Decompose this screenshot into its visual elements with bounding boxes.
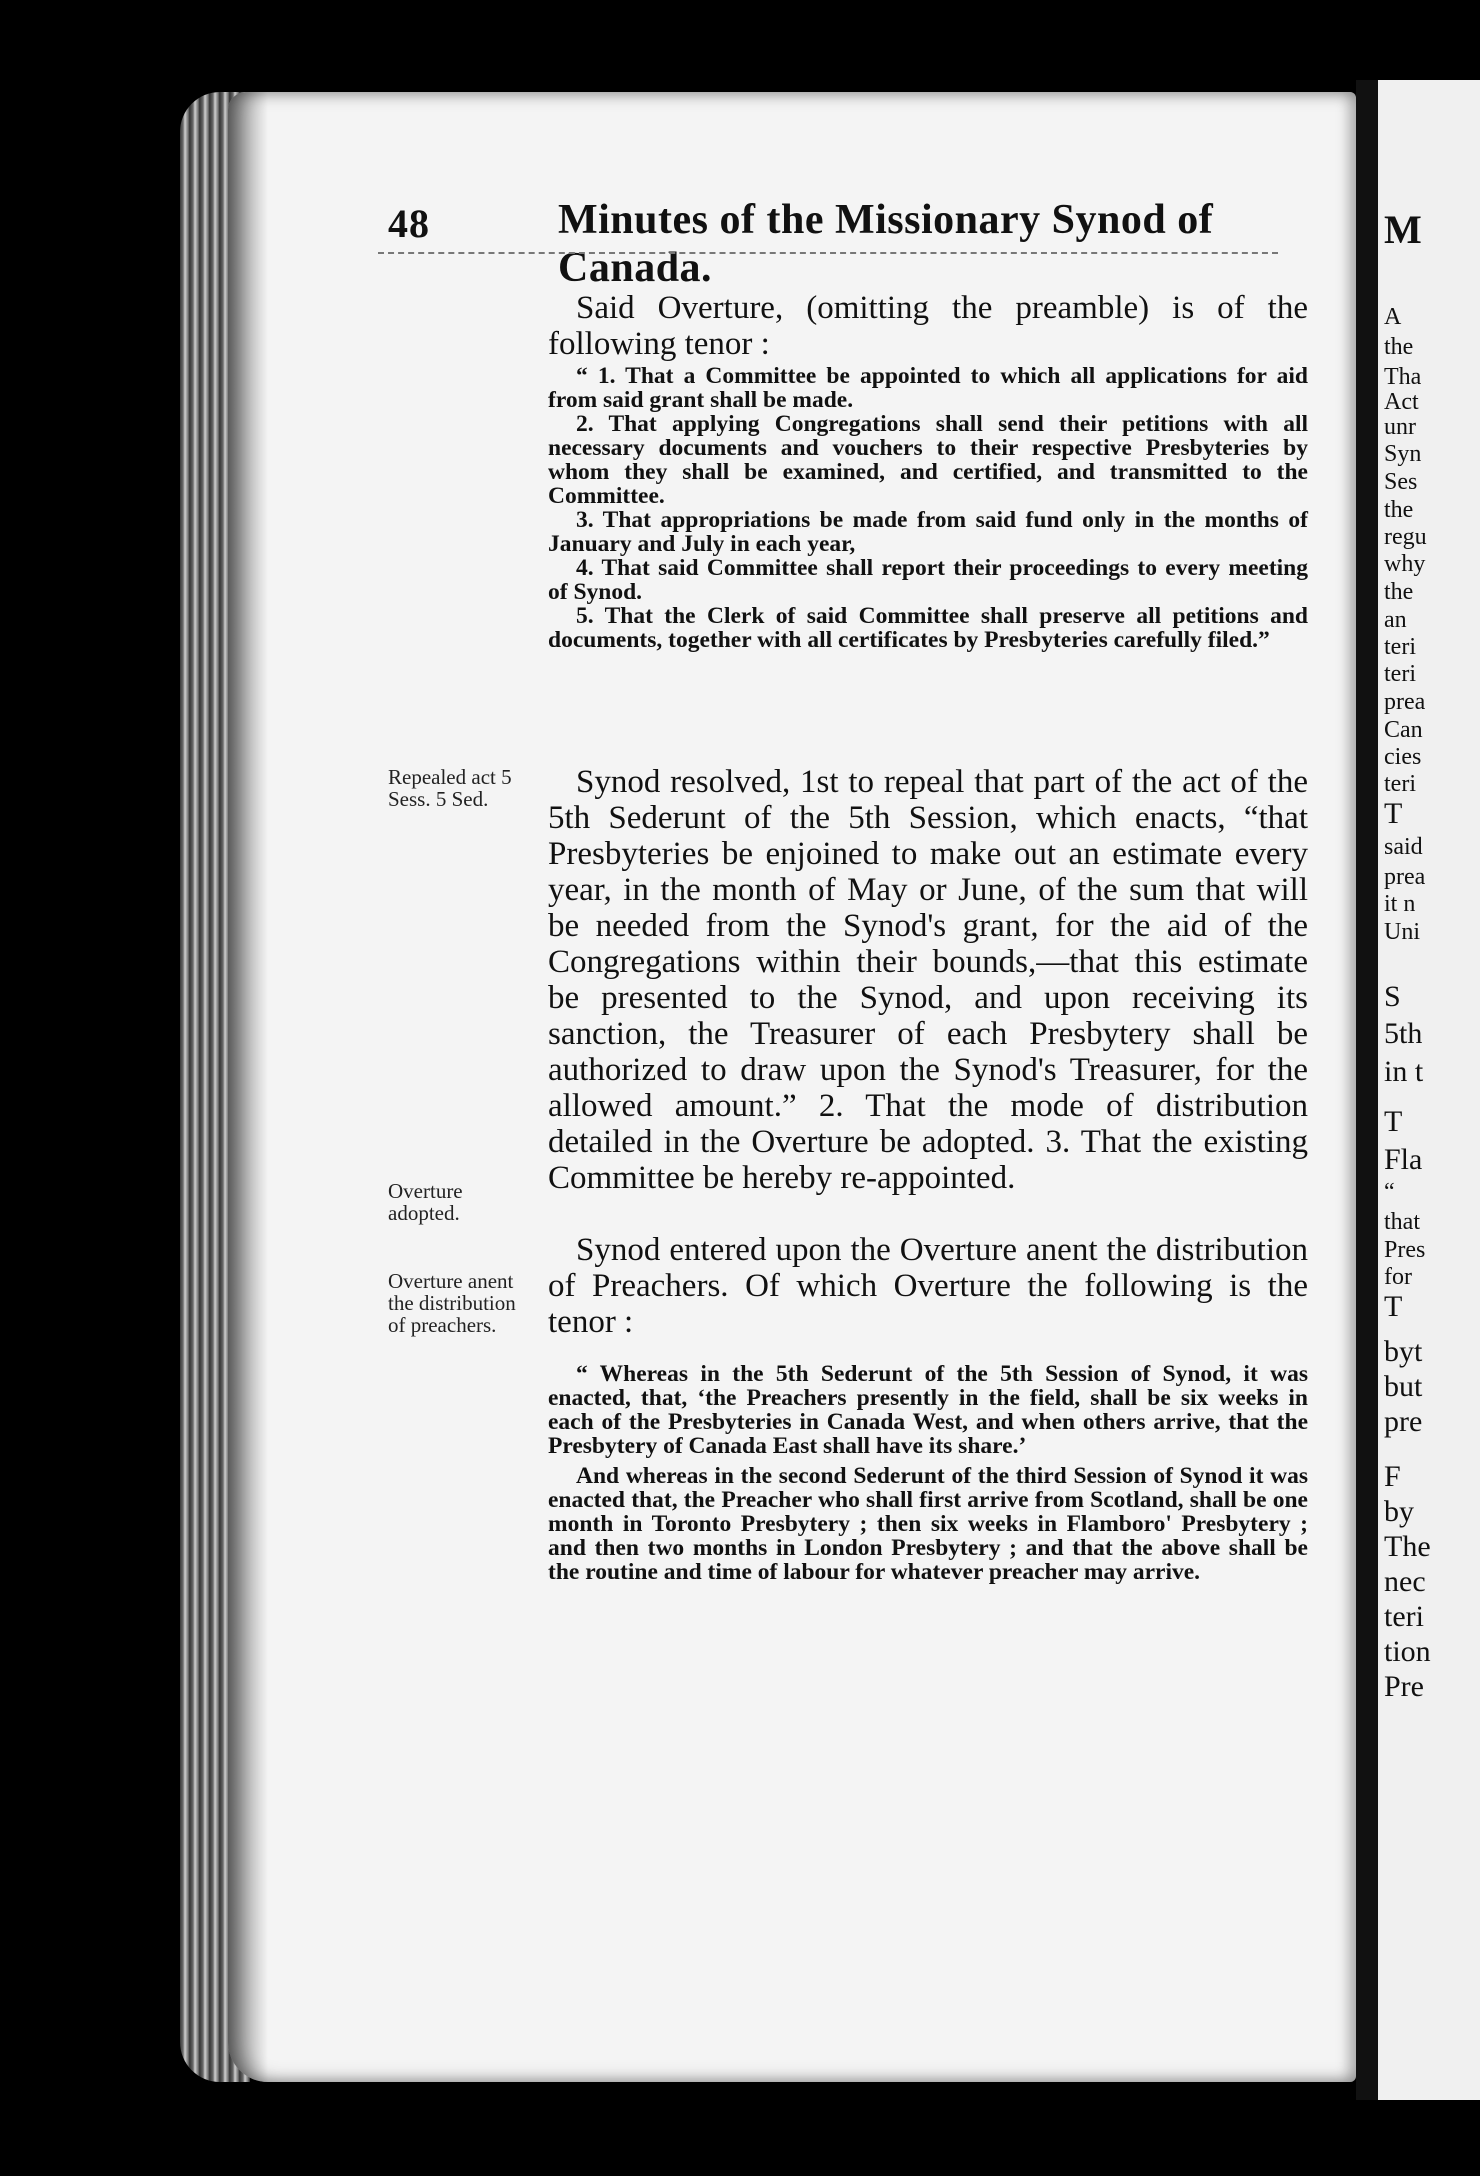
facing-fragment: S [1384, 980, 1401, 1013]
facing-fragment: said [1384, 834, 1423, 860]
facing-fragment: byt [1384, 1335, 1423, 1368]
facing-fragment: teri [1384, 1600, 1424, 1633]
margin-note-overture-adopted: Overture adopted. [388, 1179, 463, 1225]
overture-item-4: 4. That said Committee shall report their proceedings to every meeting of Synod. [548, 555, 1308, 605]
facing-fragment: regu [1384, 524, 1427, 550]
facing-fragment: 5th [1384, 1017, 1423, 1050]
facing-fragment: T [1384, 1105, 1403, 1138]
intro-paragraph [548, 290, 1308, 362]
second-overture-text: Synod entered upon the Overture anent the distribution of Preachers. Of which Overture the following is the tenor : [548, 1232, 1308, 1340]
overture-item-5: 5. That the Clerk of said Committee shall preserve all petitions and documents, together with all certificates by Presbyteries carefully filed.” [548, 603, 1308, 653]
facing-fragment: Act [1384, 389, 1419, 415]
book-gutter [1356, 80, 1378, 2100]
facing-fragment: “ [1384, 1179, 1395, 1205]
facing-fragment: why [1384, 551, 1426, 577]
facing-fragment: an [1384, 607, 1407, 633]
facing-fragment: that [1384, 1209, 1420, 1235]
running-head: Minutes of the Missionary Synod of Canada. [558, 197, 1214, 291]
resolution-paragraph [548, 764, 1308, 1196]
facing-fragment: the [1384, 497, 1414, 523]
overture-item-3: 3. That appropriations be made from said fund only in the months of January and July in each year, [548, 507, 1308, 557]
facing-fragment: cies [1384, 744, 1422, 770]
facing-fragment: T [1384, 1290, 1403, 1323]
facing-fragment: the [1384, 579, 1414, 605]
facing-fragment: it n [1384, 891, 1416, 917]
facing-fragment: Syn [1384, 441, 1422, 467]
facing-fragment: in t [1384, 1055, 1424, 1088]
whereas-clauses [548, 1362, 1308, 1584]
facing-fragment: Fla [1384, 1143, 1423, 1176]
facing-fragment: but [1384, 1370, 1423, 1403]
facing-fragment: A [1384, 304, 1402, 330]
facing-fragment: Pres [1384, 1237, 1426, 1263]
book-page [228, 92, 1356, 2082]
facing-fragment: T [1384, 797, 1403, 830]
facing-fragment: the [1384, 334, 1414, 360]
facing-fragment: unr [1384, 414, 1416, 440]
facing-fragment: Uni [1384, 919, 1420, 945]
margin-note-repealed: Repealed act 5 Sess. 5 Sed. [388, 765, 512, 811]
whereas-2: And whereas in the second Sederunt of the third Session of Synod it was enacted that, the Preacher who shall first arrive from Scotland, shall be one month in Toronto Presbytery ; then six weeks in Flamboro' Presbytery ; and then two months in London Presbytery ; and that the above shall be the routine and time of labour for whatever preacher may arrive. [548, 1463, 1308, 1585]
facing-fragment: F [1384, 1460, 1401, 1493]
facing-fragment: prea [1384, 689, 1426, 715]
facing-fragment: prea [1384, 864, 1426, 890]
facing-fragment: teri [1384, 771, 1416, 797]
facing-fragment: teri [1384, 634, 1416, 660]
binding-shadow [228, 92, 268, 2082]
facing-fragment: Pre [1384, 1670, 1424, 1703]
facing-fragment: nec [1384, 1565, 1426, 1598]
facing-fragment: Tha [1384, 364, 1422, 390]
facing-page-fragment [1378, 80, 1480, 2100]
resolution-text: Synod resolved, 1st to repeal that part of the act of the 5th Sederunt of the 5th Session, which enacts, “that Presbyteries be enjoined to make out an estimate every year, in the month of May or June, of the sum that will be needed from the Synod's grant, for the aid of the Congregations within their bounds,—that this estimate be presented to the Synod, and upon receiving its sanction, the Treasurer of each Presbytery shall be authorized to draw upon the Synod's Treasurer, for the allowed amount.” 2. That the mode of distribution detailed in the Overture be adopted. 3. That the existing Committee be hereby re-appointed. [548, 764, 1308, 1196]
facing-fragment: by [1384, 1495, 1414, 1528]
overture-item-1: “ 1. That a Committee be appointed to which all applications for aid from said grant shall be made. [548, 363, 1308, 413]
page-number: 48 [388, 201, 430, 246]
facing-fragment: Ses [1384, 469, 1418, 495]
whereas-1: “ Whereas in the 5th Sederunt of the 5th Session of Synod, it was enacted, that, ‘the Preachers presently in the field, shall be six weeks in each of the Presbyteries in Canada West, and when others arrive, that the Presbytery of Canada East shall have its share.’ [548, 1361, 1308, 1459]
header-rule [378, 252, 1278, 254]
overture-list [548, 364, 1308, 652]
facing-fragment: pre [1384, 1405, 1423, 1438]
facing-fragment: M [1384, 207, 1422, 252]
overture-item-2: 2. That applying Congregations shall send their petitions with all necessary documents and vouchers to their respective Presbyteries by whom they shall be examined, and certified, and transmitted to the Committee. [548, 411, 1308, 509]
second-overture-paragraph [548, 1232, 1308, 1340]
facing-fragment: tion [1384, 1635, 1431, 1668]
facing-fragment: teri [1384, 661, 1416, 687]
facing-fragment: Can [1384, 717, 1423, 743]
intro-text: Said Overture, (omitting the preamble) is of the following tenor : [548, 290, 1308, 362]
margin-note-overture-distribution: Overture anent the distribution of preachers. [388, 1269, 516, 1337]
facing-fragment: The [1384, 1530, 1431, 1563]
facing-fragment: for [1384, 1264, 1412, 1290]
